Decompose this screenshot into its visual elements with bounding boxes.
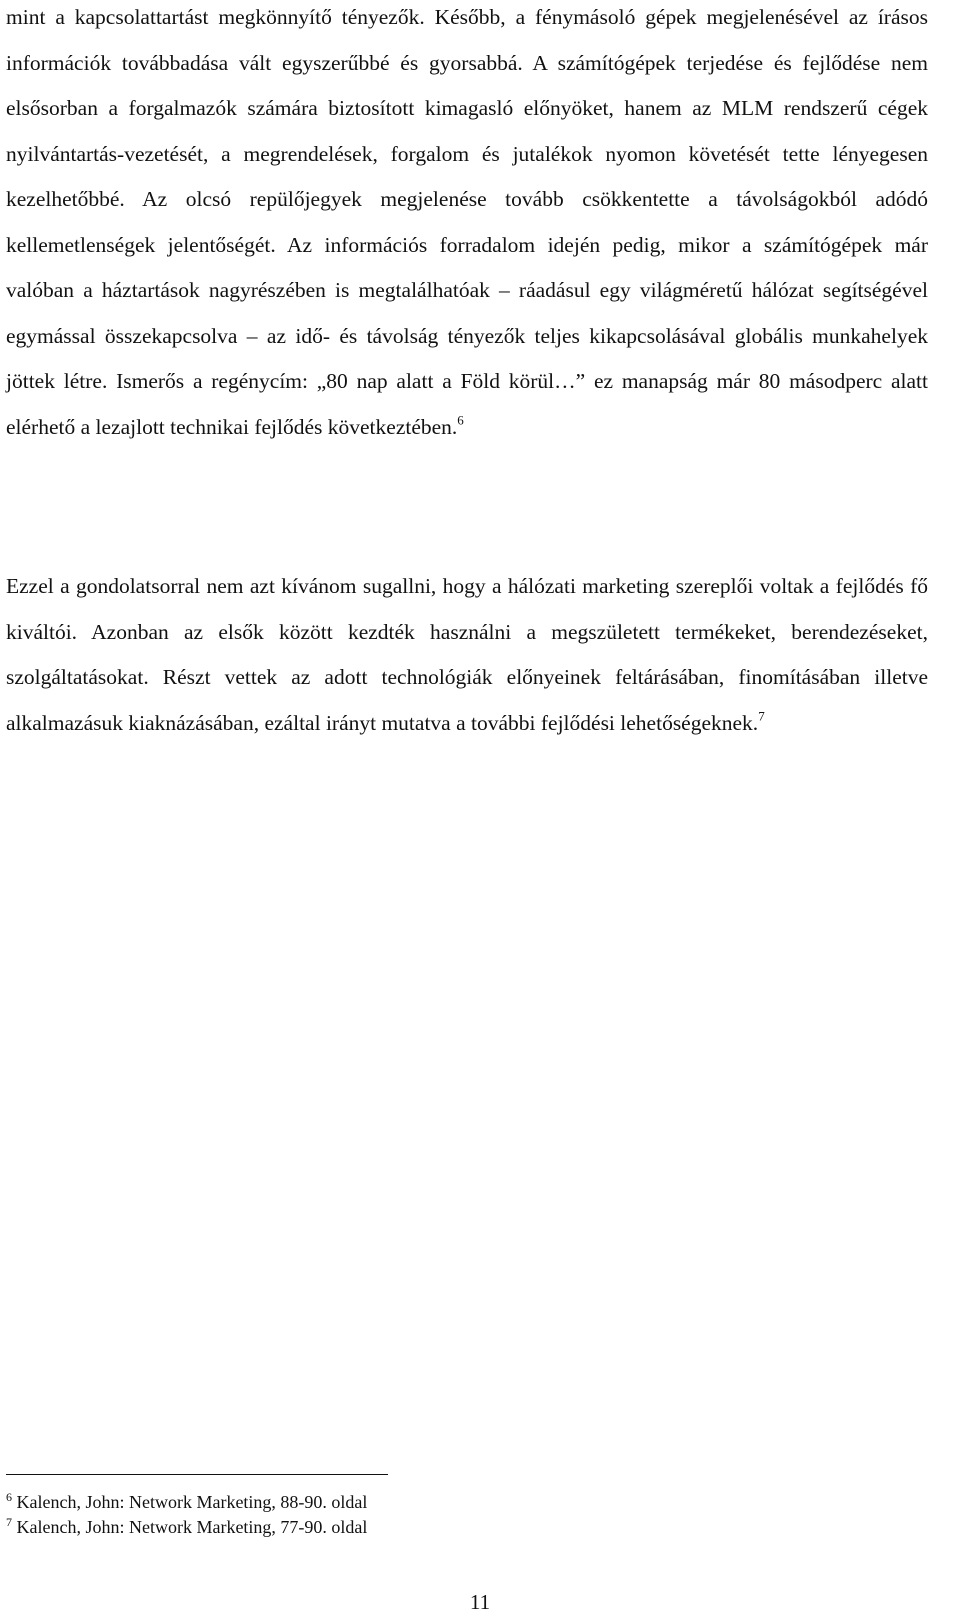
page-number: 11 [469, 1590, 491, 1614]
footnote-7-number: 7 [6, 1514, 12, 1529]
body-paragraph-2 [6, 564, 928, 746]
footnote-ref-6: 6 [457, 411, 464, 427]
footnotes [6, 1490, 906, 1540]
footnote-divider [6, 1474, 388, 1475]
body-paragraph-1 [6, 0, 928, 450]
footnote-6 [6, 1490, 906, 1515]
footnote-ref-7: 7 [758, 707, 765, 723]
footnote-7-text: Kalench, John: Network Marketing, 77-90. oldal [16, 1517, 368, 1537]
footnote-7 [6, 1515, 906, 1540]
footnote-6-text: Kalench, John: Network Marketing, 88-90. oldal [16, 1492, 368, 1512]
paragraph-2-text: Ezzel a gondolatsorral nem azt kívánom sugallni, hogy a hálózati marketing szereplői voltak a fejlődés fő kiváltói. Azonban az elsők között kezdték használni a megszületett termékeket, berendezéseket, szolgáltatásokat. Részt vettek az adott technológiák előnyeinek feltárásában, finomításában illetve alkalmazásuk kiaknázásában, ezáltal irányt mutatva a további fejlődési lehetőségeknek. [6, 574, 928, 735]
footnote-6-number: 6 [6, 1489, 12, 1504]
paragraph-1-text: mint a kapcsolattartást megkönnyítő tényezők. Később, a fénymásoló gépek megjelenésével az írásos információk továbbadása vált egyszerűbbé és gyorsabbá. A számítógépek terjedése és fejlődése nem elsősorban a forgalmazók számára biztosított kimagasló előnyöket, hanem az MLM rendszerű cégek nyilvántartás-vezetését, a megrendelések, forgalom és jutalékok nyomon követését tette lényegesen kezelhetőbbé. Az olcsó repülőjegyek megjelenése tovább csökkentette a távolságokból adódó kellemetlenségek jelentőségét. Az információs forradalom idején pedig, mikor a számítógépek már valóban a háztartások nagyrészében is megtalálhatóak – ráadásul egy világméretű hálózat segítségével egymással összekapcsolva – az idő- és távolság tényezők teljes kikapcsolásával globális munkahelyek jöttek létre. Ismerős a regénycím: „80 nap alatt a Föld körül…” ez manapság már 80 másodperc alatt elérhető a lezajlott technikai fejlődés következtében. [6, 5, 928, 439]
